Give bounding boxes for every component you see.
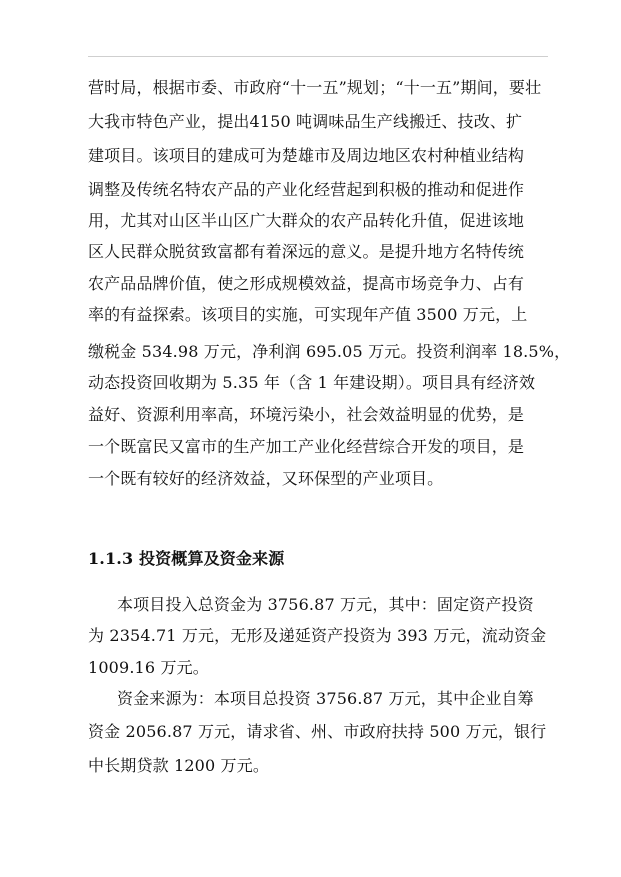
investment-line-2: 为 2354.71 万元，无形及递延资产投资为 393 万元，流动资金 xyxy=(88,626,547,645)
intro-line-1: 营时局，根据市委、市政府“十一五”规划；“十一五”期间，要壮 xyxy=(88,78,542,97)
intro-line-8: 率的有益探索。该项目的实施，可实现年产值 3500 万元，上 xyxy=(88,305,528,324)
intro-line-7: 农产品品牌价值，使之形成规模效益，提高市场竞争力、占有 xyxy=(88,274,525,293)
intro-line-2: 大我市特色产业，提出4150 吨调味品生产线搬迁、技改、扩 xyxy=(88,112,523,131)
intro-line-9: 缴税金 534.98 万元，净利润 695.05 万元。投资利润率 18.5%， xyxy=(88,342,571,361)
investment-line-1: 本项目投入总资金为 3756.87 万元，其中：固定资产投资 xyxy=(117,595,534,614)
intro-line-3: 建项目。该项目的建成可为楚雄市及周边地区农村种植业结构 xyxy=(88,146,525,165)
header-rule xyxy=(88,56,548,57)
intro-line-11: 益好、资源利用率高，环境污染小，社会效益明显的优势，是 xyxy=(88,405,525,424)
funding-line-3: 中长期贷款 1200 万元。 xyxy=(88,756,269,775)
funding-line-1: 资金来源为：本项目总投资 3756.87 万元，其中企业自筹 xyxy=(117,689,534,708)
investment-line-3: 1009.16 万元。 xyxy=(88,658,209,677)
intro-line-12: 一个既富民又富市的生产加工产业化经营综合开发的项目，是 xyxy=(88,437,525,456)
intro-line-10: 动态投资回收期为 5.35 年（含 1 年建设期）。项目具有经济效 xyxy=(88,373,536,392)
section-heading: 1.1.3 投资概算及资金来源 xyxy=(88,549,285,568)
intro-line-4: 调整及传统名特农产品的产业化经营起到积极的推动和促进作 xyxy=(88,180,525,199)
intro-line-5: 用，尤其对山区半山区广大群众的农产品转化升值，促进该地 xyxy=(88,211,525,230)
funding-line-2: 资金 2056.87 万元，请求省、州、市政府扶持 500 万元，银行 xyxy=(88,722,547,741)
intro-line-6: 区人民群众脱贫致富都有着深远的意义。是提升地方名特传统 xyxy=(88,242,525,261)
intro-line-13: 一个既有较好的经济效益，又环保型的产业项目。 xyxy=(88,469,444,488)
